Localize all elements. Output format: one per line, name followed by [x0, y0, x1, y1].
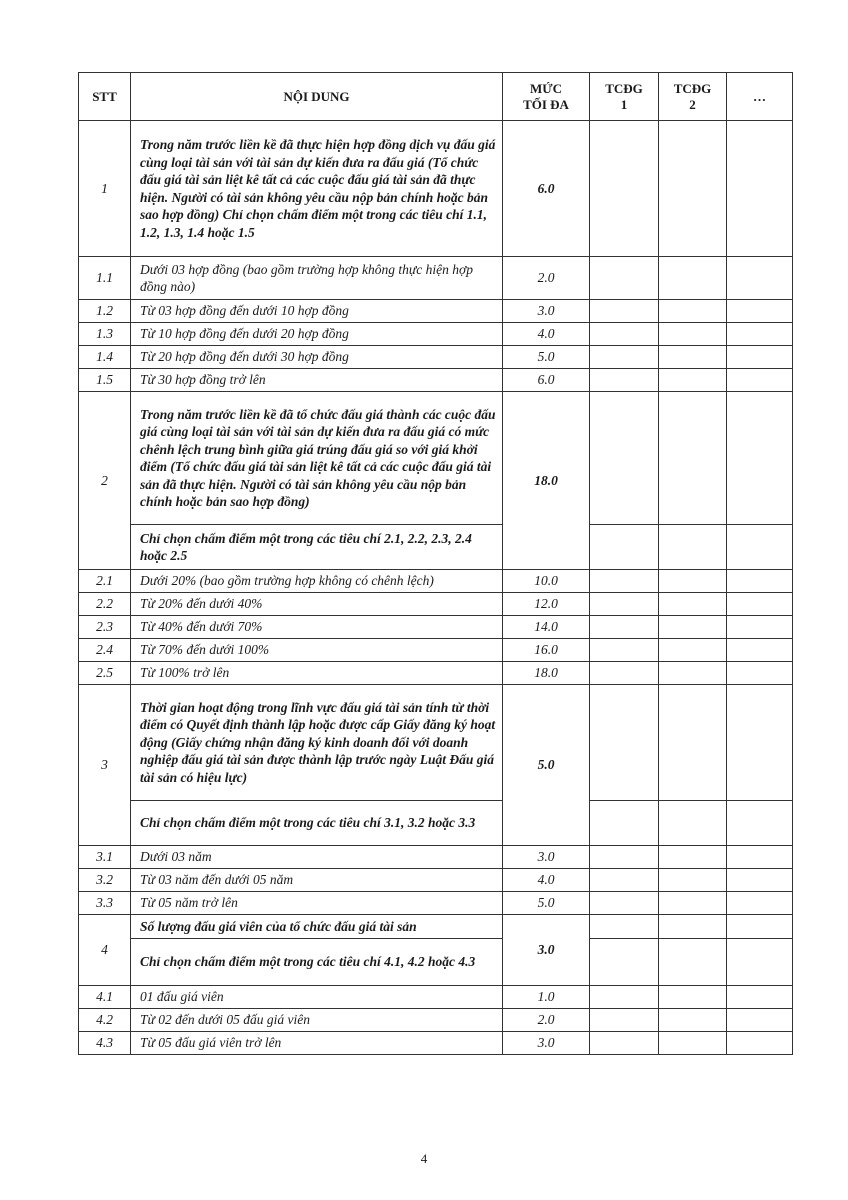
score-cell-tcdg-2: [659, 369, 727, 392]
score-cell-tcdg-1: [590, 257, 659, 300]
page-number: 4: [420, 1151, 428, 1166]
score-cell-tcdg-2: [659, 392, 727, 525]
score-cell-tcdg-2: [659, 525, 727, 570]
sub-criterion-number: 1.3: [79, 323, 131, 346]
sub-criterion-max: 6.0: [503, 369, 590, 392]
sub-criterion-text: Từ 03 hợp đồng đến dưới 10 hợp đồng: [131, 300, 503, 323]
criterion-text: Thời gian hoạt động trong lĩnh vực đấu giá tài sản tính từ thời điểm có Quyết định thành lập hoặc được cấp Giấy đăng ký hoạt động (Giấy chứng nhận đăng ký kinh doanh đối với doanh nghiệp đấu giá tài sản được thành lập trước ngày Luật Đấu giá tài sản có hiệu lực): [131, 685, 503, 801]
score-cell-tcdg-1: [590, 300, 659, 323]
header-tcdg-2: TCĐG 2: [659, 73, 727, 121]
score-cell-tcdg-2: [659, 616, 727, 639]
sub-criterion-number: 2.5: [79, 662, 131, 685]
score-cell-more: [727, 346, 793, 369]
sub-criterion-number: 1.2: [79, 300, 131, 323]
score-cell-more: [727, 801, 793, 846]
score-cell-tcdg-1: [590, 616, 659, 639]
score-cell-more: [727, 662, 793, 685]
sub-criterion-row: [79, 1009, 793, 1032]
score-cell-tcdg-1: [590, 525, 659, 570]
header-max-score: MỨC TỐI ĐA: [503, 73, 590, 121]
criterion-max: 6.0: [503, 121, 590, 257]
criterion-number: 1: [79, 121, 131, 257]
score-cell-tcdg-1: [590, 939, 659, 986]
score-cell-tcdg-2: [659, 869, 727, 892]
sub-criterion-max: 10.0: [503, 570, 590, 593]
score-cell-tcdg-2: [659, 323, 727, 346]
score-cell-tcdg-2: [659, 685, 727, 801]
criteria-table: [78, 72, 793, 1055]
criterion-instruction: Chỉ chọn chấm điểm một trong các tiêu chí 2.1, 2.2, 2.3, 2.4 hoặc 2.5: [131, 525, 503, 570]
score-cell-more: [727, 1032, 793, 1055]
criterion-text: Trong năm trước liền kề đã tổ chức đấu giá thành các cuộc đấu giá cùng loại tài sản với tài sản dự kiến đưa ra đấu giá có mức chênh lệch trung bình giữa giá trúng đấu giá so với giá khởi điểm (Tổ chức đấu giá tài sản liệt kê tất cả các cuộc đấu giá tài sản đã thực hiện. Người có tài sản không yêu cầu nộp bản chính hoặc bản sao hợp đồng): [131, 392, 503, 525]
sub-criterion-text: Từ 70% đến dưới 100%: [131, 639, 503, 662]
sub-criterion-number: 4.2: [79, 1009, 131, 1032]
sub-criterion-max: 5.0: [503, 892, 590, 915]
sub-criterion-row: [79, 869, 793, 892]
sub-criterion-max: 2.0: [503, 1009, 590, 1032]
score-cell-tcdg-2: [659, 121, 727, 257]
sub-criterion-max: 4.0: [503, 323, 590, 346]
sub-criterion-number: 2.4: [79, 639, 131, 662]
criterion-instruction-row: [79, 801, 793, 846]
sub-criterion-text: Dưới 03 hợp đồng (bao gồm trường hợp không thực hiện hợp đồng nào): [131, 257, 503, 300]
score-cell-more: [727, 639, 793, 662]
sub-criterion-max: 18.0: [503, 662, 590, 685]
score-cell-more: [727, 685, 793, 801]
header-more: …: [727, 73, 793, 121]
score-cell-more: [727, 616, 793, 639]
criterion-text: Số lượng đấu giá viên của tổ chức đấu giá tài sản: [131, 915, 503, 939]
sub-criterion-row: [79, 300, 793, 323]
sub-criterion-row: [79, 639, 793, 662]
score-cell-tcdg-2: [659, 300, 727, 323]
sub-criterion-number: 2.3: [79, 616, 131, 639]
score-cell-tcdg-1: [590, 323, 659, 346]
sub-criterion-row: [79, 593, 793, 616]
sub-criterion-row: [79, 892, 793, 915]
score-cell-tcdg-2: [659, 570, 727, 593]
score-cell-tcdg-2: [659, 593, 727, 616]
header-stt: STT: [79, 73, 131, 121]
score-cell-tcdg-1: [590, 121, 659, 257]
score-cell-tcdg-1: [590, 392, 659, 525]
sub-criterion-row: [79, 346, 793, 369]
sub-criterion-text: Từ 20% đến dưới 40%: [131, 593, 503, 616]
score-cell-tcdg-1: [590, 801, 659, 846]
sub-criterion-number: 1.5: [79, 369, 131, 392]
score-cell-tcdg-2: [659, 346, 727, 369]
score-cell-more: [727, 392, 793, 525]
score-cell-tcdg-2: [659, 846, 727, 869]
sub-criterion-text: Từ 20 hợp đồng đến dưới 30 hợp đồng: [131, 346, 503, 369]
score-cell-tcdg-2: [659, 986, 727, 1009]
sub-criterion-row: [79, 323, 793, 346]
score-cell-tcdg-1: [590, 1032, 659, 1055]
score-cell-tcdg-2: [659, 915, 727, 939]
sub-criterion-number: 4.3: [79, 1032, 131, 1055]
score-cell-more: [727, 369, 793, 392]
score-cell-tcdg-1: [590, 346, 659, 369]
sub-criterion-max: 5.0: [503, 346, 590, 369]
sub-criterion-number: 1.4: [79, 346, 131, 369]
score-cell-more: [727, 300, 793, 323]
criterion-number: 4: [79, 915, 131, 986]
sub-criterion-number: 1.1: [79, 257, 131, 300]
score-cell-tcdg-1: [590, 869, 659, 892]
sub-criterion-text: Từ 30 hợp đồng trở lên: [131, 369, 503, 392]
sub-criterion-text: Từ 10 hợp đồng đến dưới 20 hợp đồng: [131, 323, 503, 346]
criterion-instruction-row: [79, 939, 793, 986]
sub-criterion-row: [79, 986, 793, 1009]
score-cell-more: [727, 570, 793, 593]
score-cell-tcdg-1: [590, 846, 659, 869]
criterion-instruction: Chỉ chọn chấm điểm một trong các tiêu chí 3.1, 3.2 hoặc 3.3: [131, 801, 503, 846]
criterion-row: [79, 915, 793, 939]
criterion-number: 3: [79, 685, 131, 846]
header-content: NỘI DUNG: [131, 73, 503, 121]
sub-criterion-number: 4.1: [79, 986, 131, 1009]
sub-criterion-number: 2.2: [79, 593, 131, 616]
score-cell-tcdg-2: [659, 1009, 727, 1032]
sub-criterion-text: Dưới 03 năm: [131, 846, 503, 869]
score-cell-more: [727, 121, 793, 257]
sub-criterion-text: Từ 100% trở lên: [131, 662, 503, 685]
score-cell-tcdg-1: [590, 685, 659, 801]
sub-criterion-text: Từ 02 đến dưới 05 đấu giá viên: [131, 1009, 503, 1032]
score-cell-tcdg-2: [659, 257, 727, 300]
score-cell-more: [727, 986, 793, 1009]
header-row: [79, 73, 793, 121]
score-cell-more: [727, 1009, 793, 1032]
score-cell-more: [727, 323, 793, 346]
sub-criterion-row: [79, 570, 793, 593]
criterion-instruction: Chỉ chọn chấm điểm một trong các tiêu chí 4.1, 4.2 hoặc 4.3: [131, 939, 503, 986]
criterion-max: 5.0: [503, 685, 590, 846]
sub-criterion-number: 2.1: [79, 570, 131, 593]
score-cell-tcdg-1: [590, 593, 659, 616]
score-cell-tcdg-1: [590, 986, 659, 1009]
score-cell-tcdg-2: [659, 892, 727, 915]
criterion-row: [79, 121, 793, 257]
score-cell-tcdg-2: [659, 639, 727, 662]
score-cell-tcdg-1: [590, 570, 659, 593]
score-cell-more: [727, 892, 793, 915]
sub-criterion-max: 16.0: [503, 639, 590, 662]
sub-criterion-number: 3.3: [79, 892, 131, 915]
criterion-instruction-row: [79, 525, 793, 570]
sub-criterion-row: [79, 1032, 793, 1055]
score-cell-tcdg-1: [590, 1009, 659, 1032]
sub-criterion-number: 3.1: [79, 846, 131, 869]
sub-criterion-max: 4.0: [503, 869, 590, 892]
sub-criterion-max: 1.0: [503, 986, 590, 1009]
criterion-number: 2: [79, 392, 131, 570]
header-tcdg-1: TCĐG 1: [590, 73, 659, 121]
sub-criterion-text: Từ 03 năm đến dưới 05 năm: [131, 869, 503, 892]
score-cell-tcdg-2: [659, 1032, 727, 1055]
criterion-row: [79, 392, 793, 525]
score-cell-more: [727, 915, 793, 939]
sub-criterion-max: 12.0: [503, 593, 590, 616]
sub-criterion-text: Từ 40% đến dưới 70%: [131, 616, 503, 639]
sub-criterion-max: 2.0: [503, 257, 590, 300]
sub-criterion-max: 3.0: [503, 300, 590, 323]
sub-criterion-text: Từ 05 đấu giá viên trở lên: [131, 1032, 503, 1055]
score-cell-tcdg-1: [590, 639, 659, 662]
sub-criterion-text: Từ 05 năm trở lên: [131, 892, 503, 915]
sub-criterion-number: 3.2: [79, 869, 131, 892]
sub-criterion-max: 3.0: [503, 846, 590, 869]
score-cell-tcdg-1: [590, 369, 659, 392]
score-cell-tcdg-2: [659, 939, 727, 986]
score-cell-tcdg-1: [590, 662, 659, 685]
sub-criterion-row: [79, 616, 793, 639]
sub-criterion-text: Dưới 20% (bao gồm trường hợp không có chênh lệch): [131, 570, 503, 593]
sub-criterion-row: [79, 662, 793, 685]
score-cell-more: [727, 593, 793, 616]
criterion-max: 3.0: [503, 915, 590, 986]
score-cell-more: [727, 846, 793, 869]
score-cell-more: [727, 525, 793, 570]
score-cell-tcdg-2: [659, 662, 727, 685]
sub-criterion-max: 14.0: [503, 616, 590, 639]
sub-criterion-max: 3.0: [503, 1032, 590, 1055]
criterion-max: 18.0: [503, 392, 590, 570]
score-cell-more: [727, 939, 793, 986]
criterion-row: [79, 685, 793, 801]
sub-criterion-row: [79, 369, 793, 392]
score-cell-tcdg-1: [590, 892, 659, 915]
score-cell-more: [727, 257, 793, 300]
criterion-text: Trong năm trước liền kề đã thực hiện hợp đồng dịch vụ đấu giá cùng loại tài sản với tài sản dự kiến đưa ra đấu giá (Tổ chức đấu giá tài sản liệt kê tất cả các cuộc đấu giá tài sản đã thực hiện. Người có tài sản không yêu cầu nộp bản chính hoặc bản sao hợp đồng) Chỉ chọn chấm điểm một trong các tiêu chí 1.1, 1.2, 1.3, 1.4 hoặc 1.5: [131, 121, 503, 257]
score-cell-tcdg-2: [659, 801, 727, 846]
score-cell-more: [727, 869, 793, 892]
score-cell-tcdg-1: [590, 915, 659, 939]
sub-criterion-text: 01 đấu giá viên: [131, 986, 503, 1009]
sub-criterion-row: [79, 257, 793, 300]
sub-criterion-row: [79, 846, 793, 869]
